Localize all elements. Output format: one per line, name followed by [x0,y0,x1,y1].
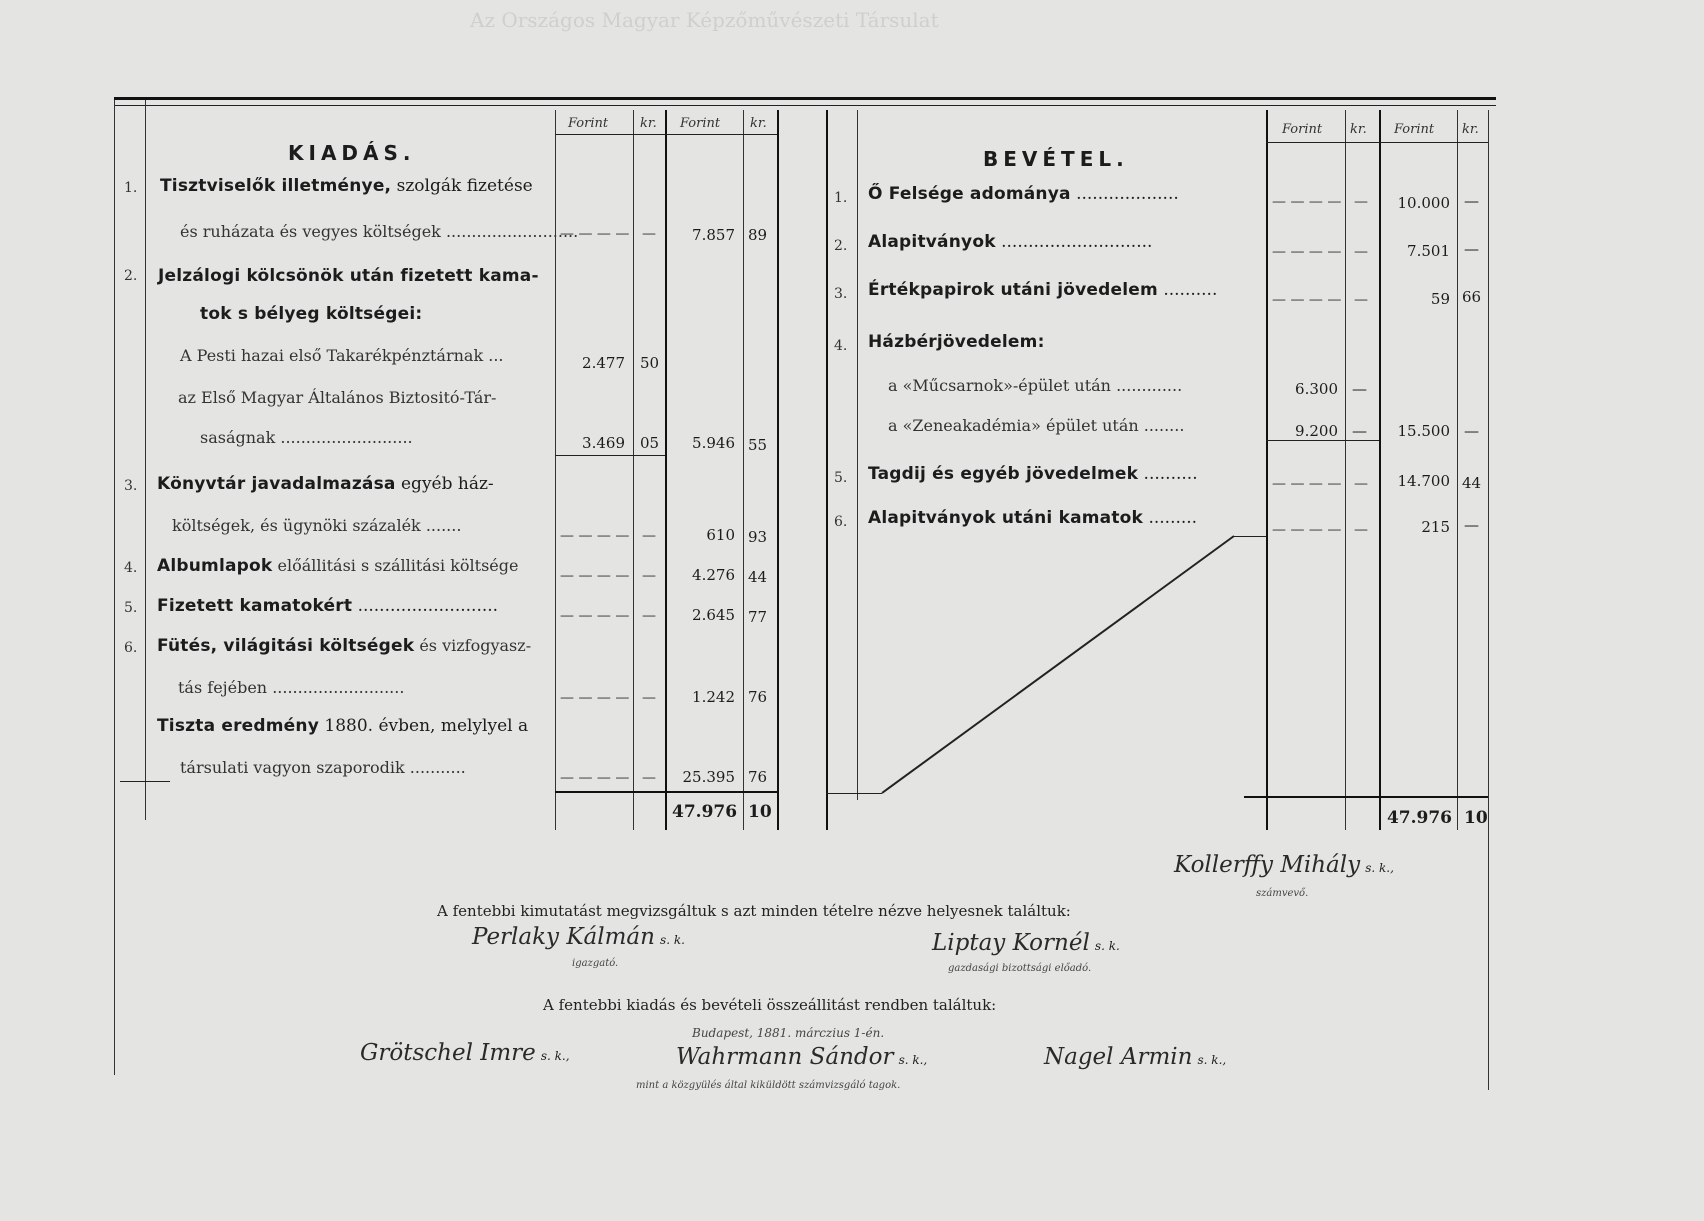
kiadas-item-line2: társulati vagyon szaporodik ........... [180,758,466,777]
kiadas-dash-kr: — [642,770,656,786]
kiadas-right [777,110,779,830]
bevetel-dash-kr: — [1354,522,1368,538]
audit-statement: A fentebbi kiadás és bevételi összeállitást rendben találtuk: [543,996,997,1014]
verification-statement: A fentebbi kimutatást megvizsgáltuk s azt minden tételre nézve helyesnek találtuk: [437,902,1071,920]
bevetel-total-rule [1244,796,1488,798]
kiadas-item-label: Tisztviselők illetménye, szolgák fizetése [160,176,533,196]
bevetel-amount-forint: 10.000 [1397,194,1450,212]
kiadas-item-label: Albumlapok előállitási s szállitási költsége [157,556,519,576]
signature-name: Nagel Armin [1044,1044,1193,1070]
kiadas-dash-kr: — [642,608,656,624]
kiadas-dash-forint: — — — — [560,770,630,786]
kiadas-item-label: Jelzálogi kölcsönök után fizetett kama- [158,266,539,286]
signature-name: Liptay Kornél [932,930,1090,956]
bevetel-amount-kr: — [1464,240,1479,258]
kiadas-dash-forint: — — — — [560,226,630,242]
bevetel-amount-forint: 14.700 [1397,472,1450,490]
place-date: Budapest, 1881. márczius 1-én. [692,1026,885,1040]
kiadas-item-label: Könyvtár javadalmazása egyéb ház- [157,474,494,494]
signature-nagel [1044,1044,1226,1070]
kiadas-item-line2: tás fejében .......................... [178,678,405,697]
bevetel-item-number: 3. [834,286,848,302]
bevetel-col1-kr [1345,110,1346,830]
kiadas-amount-kr: 89 [748,226,768,244]
kiadas-dash-forint: — — — — [560,690,630,706]
kiadas-title: KIADÁS. [288,141,416,165]
bevetel-dash-kr: — [1354,292,1368,308]
right-border [1488,110,1489,1090]
bevetel-colhead-rule [1266,142,1488,143]
signature-sk: s. k. [1094,939,1120,953]
kiadas-amount-forint: 7.857 [692,226,735,244]
kiadas-subitem-kr: 05 [640,434,660,452]
kiadas-col1-left [555,110,556,830]
bevetel-dash-forint: — — — — [1272,476,1342,492]
signature-sk: s. k., [1365,861,1394,875]
bevetel-kr-header-2: kr. [1462,122,1479,137]
signature-wahrmann [676,1044,927,1070]
kiadas-col1-kr [633,110,634,830]
bevetel-kr-header-1: kr. [1350,122,1367,137]
top-border [114,97,1496,100]
bevetel-forint-header-1: Forint [1282,122,1323,137]
left-border [114,100,115,1075]
kiadas-amount-forint: 1.242 [692,688,735,706]
kiadas-dash-forint: — — — — [560,608,630,624]
kiadas-amount-forint: 2.645 [692,606,735,624]
kiadas-total-kr: 10 [748,802,772,822]
bevetel-subitem-forint: 6.300 [1295,380,1338,398]
kiadas-item-number: 4. [124,560,138,576]
kiadas-subitem-kr: 50 [640,354,660,372]
signature-role: számvevő. [1256,888,1309,899]
bevetel-amount-forint: 215 [1421,518,1450,536]
kiadas-left-stub [120,781,170,782]
kiadas-amount-forint: 25.395 [682,768,735,786]
kiadas-item-number: 6. [124,640,138,656]
bevetel-amount-kr: 66 [1462,288,1482,306]
kiadas-amount-forint: 610 [706,526,735,544]
kiadas-amount-kr: 76 [748,768,768,786]
kiadas-total-rule [555,791,777,793]
signature-name: Wahrmann Sándor [676,1044,894,1070]
kiadas-dash-forint: — — — — [560,568,630,584]
kiadas-item-number: 3. [124,478,138,494]
kiadas-item-number: 2. [124,268,138,284]
bevetel-amount-kr: — [1464,422,1479,440]
kiadas-total-forint: 47.976 [672,802,738,822]
kiadas-amount-kr: 55 [748,436,768,454]
kiadas-colhead-rule [555,134,777,135]
bevetel-item-number: 5. [834,470,848,486]
bevetel-item-number: 4. [834,338,848,354]
bevetel-forint-header-2: Forint [1394,122,1435,137]
kiadas-item-number: 5. [124,600,138,616]
diagonal-fill-line [820,530,1270,800]
signature-sk: s. k., [898,1053,928,1067]
kiadas-item-label: Fütés, világitási költségek és vizfogyasz- [157,636,532,656]
signature-name: Kollerffy Mihály [1174,852,1361,878]
top-border-inner [114,105,1496,106]
kiadas-amount-kr: 44 [748,568,768,586]
bevetel-amount-kr: — [1464,516,1479,534]
bevetel-item-label: Alapitványok ............................ [868,232,1153,252]
bevetel-dash-forint: — — — — [1272,244,1342,260]
kiadas-subitem-label: az Első Magyar Általános Biztositó-Tár- [178,388,497,407]
bevetel-subitem-label: a «Zeneakadémia» épület után ........ [888,416,1185,435]
bevetel-amount-forint: 7.501 [1407,242,1450,260]
bevetel-total-kr: 10 [1464,808,1488,828]
signature-sk: s. k., [540,1049,570,1063]
bevetel-subitem-kr: — [1352,422,1367,440]
bevetel-item-label: Értékpapirok utáni jövedelem .......... [868,280,1218,300]
kiadas-kr-header-1: kr. [640,116,657,131]
kiadas-subitem-label: A Pesti hazai első Takarékpénztárnak ... [180,346,504,365]
bleed-through-header: Az Országos Magyar Képzőművészeti Társulat [470,8,939,32]
kiadas-dash-kr: — [642,226,656,242]
bevetel-item-number: 1. [834,190,848,206]
bevetel-total-forint: 47.976 [1386,808,1452,828]
bevetel-dash-forint: — — — — [1272,522,1342,538]
kiadas-amount-forint: 4.276 [692,566,735,584]
kiadas-forint-header-1: Forint [568,116,609,131]
bevetel-amount-kr: — [1464,192,1479,210]
bevetel-amount-kr: 44 [1462,474,1482,492]
bevetel-dash-forint: — — — — [1272,194,1342,210]
kiadas-item-label: Tiszta eredmény 1880. évben, melylyel a [157,716,529,736]
signature-grotschel [360,1040,570,1066]
bevetel-col2-kr [1457,110,1458,830]
kiadas-amount-forint: 5.946 [692,434,735,452]
signature-liptay [932,930,1120,956]
signature-role: gazdasági bizottsági előadó. [948,963,1092,974]
kiadas-forint-header-2: Forint [680,116,721,131]
kiadas-dash-kr: — [642,690,656,706]
bevetel-col2-left [1379,110,1381,830]
kiadas-kr-header-2: kr. [750,116,767,131]
bevetel-subitem-label: a «Műcsarnok»-épület után ............. [888,376,1183,395]
bevetel-item-label: Házbérjövedelem: [868,332,1045,352]
kiadas-item-number: 1. [124,180,138,196]
kiadas-dash-kr: — [642,528,656,544]
signature-name: Grötschel Imre [360,1040,536,1066]
bevetel-dash-forint: — — — — [1272,292,1342,308]
bevetel-item-label: Ő Felsége adománya ................... [868,184,1179,204]
kiadas-subitem-forint: 2.477 [582,354,625,372]
kiadas-dash-forint: — — — — [560,528,630,544]
bevetel-dash-kr: — [1354,244,1368,260]
kiadas-col2-left [665,110,667,830]
kiadas-item-line2: és ruházata és vegyes költségek .......................... [180,222,579,241]
kiadas-dash-kr: — [642,568,656,584]
bevetel-dash-kr: — [1354,476,1368,492]
signature-name: Perlaky Kálmán [472,924,655,950]
bevetel-item-number: 2. [834,238,848,254]
kiadas-subitem-label-cont: saságnak .......................... [200,428,413,447]
bevetel-item-number: 6. [834,514,848,530]
signature-sk: s. k., [1197,1053,1227,1067]
bevetel-subitem-kr: — [1352,380,1367,398]
bevetel-item-label: Tagdij és egyéb jövedelmek .......... [868,464,1198,484]
bevetel-title: BEVÉTEL. [983,147,1129,171]
bevetel-subtotal-rule [1266,440,1379,441]
kiadas-amount-kr: 77 [748,608,768,626]
bevetel-subitem-forint: 9.200 [1295,422,1338,440]
signature-kollerffy [1174,852,1394,878]
kiadas-amount-kr: 76 [748,688,768,706]
kiadas-item-line2: tok s bélyeg költségei: [200,304,423,324]
kiadas-subtotal-rule [555,455,665,456]
bevetel-dash-kr: — [1354,194,1368,210]
kiadas-item-label: Fizetett kamatokért .......................... [157,596,499,616]
bevetel-item-label: Alapitványok utáni kamatok ......... [868,508,1198,528]
number-column-rule [145,100,146,820]
signature-sk: s. k. [660,933,685,947]
kiadas-col2-kr [743,110,744,830]
bevetel-amount-forint: 59 [1430,290,1450,308]
signature-role: igazgató. [572,958,619,969]
signature-role: mint a közgyülés által kiküldött számvizsgáló tagok. [636,1080,901,1091]
kiadas-amount-kr: 93 [748,528,768,546]
kiadas-item-line2: költségek, és ügynöki százalék ....... [172,516,462,535]
signature-perlaky [472,924,685,950]
kiadas-subitem-forint: 3.469 [582,434,625,452]
bevetel-amount-forint: 15.500 [1397,422,1450,440]
